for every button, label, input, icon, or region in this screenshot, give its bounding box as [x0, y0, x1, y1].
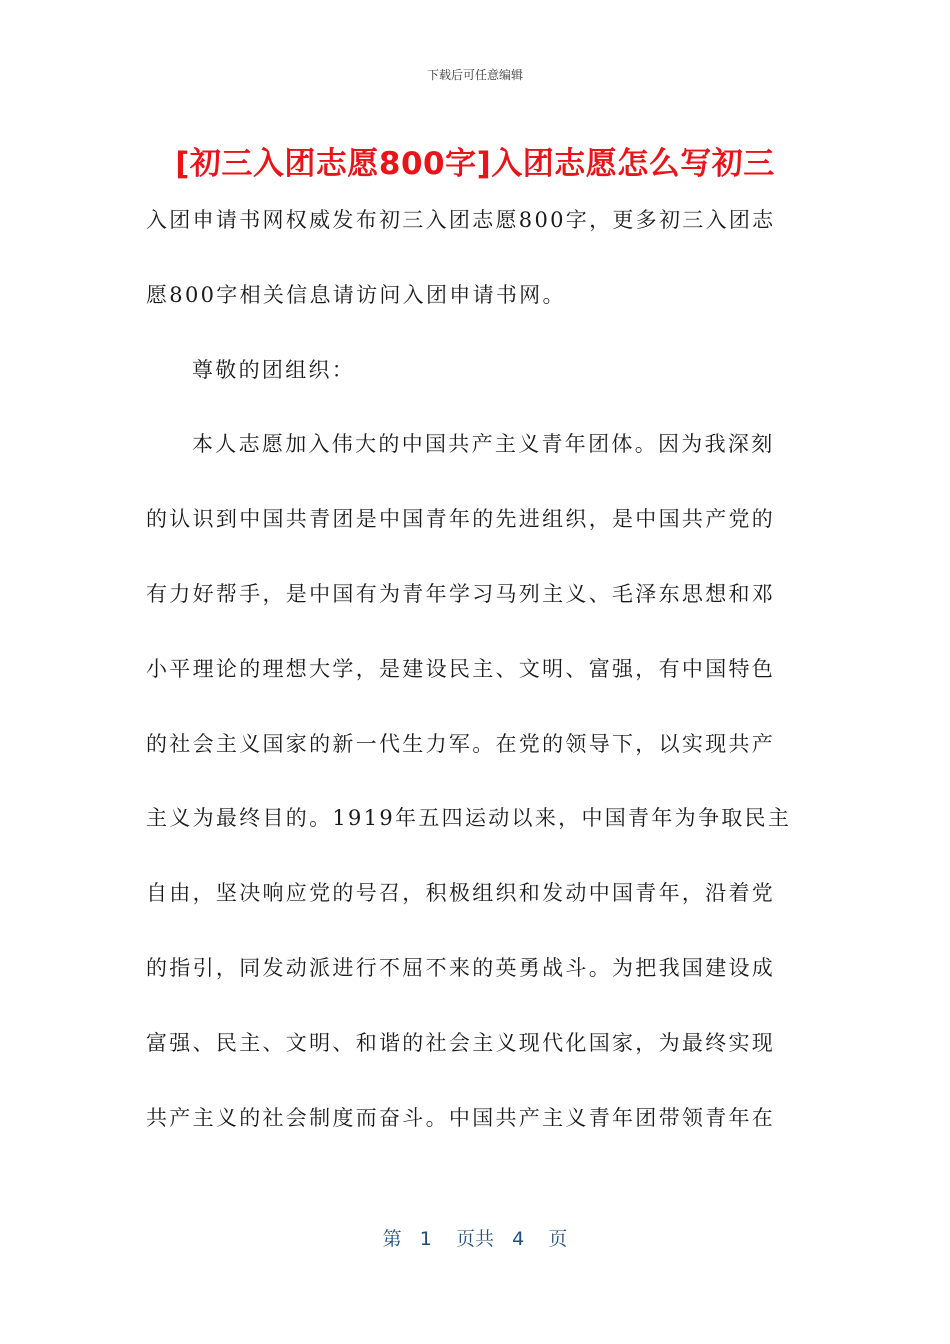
- body-line: 愿800字相关信息请访问入团申请书网。: [146, 282, 566, 307]
- salutation-line: 尊敬的团组织：: [192, 357, 356, 382]
- current-page-number: 1: [419, 1228, 432, 1250]
- document-body: [146, 200, 796, 1172]
- body-line: 共产主义的社会制度而奋斗。中国共产主义青年团带领青年在: [146, 1105, 776, 1130]
- body-line: 主义为最终目的。1919年五四运动以来，中国青年为争取民主: [146, 806, 792, 831]
- body-line: 有力好帮手，是中国有为青年学习马列主义、毛泽东思想和邓: [146, 581, 776, 606]
- total-pages-number: 4: [512, 1228, 525, 1250]
- body-line: 富强、民主、文明、和谐的社会主义现代化国家，为最终实现: [146, 1030, 776, 1055]
- document-title: [初三入团志愿800字]入团志愿怎么写初三: [175, 146, 775, 182]
- page-footer: [0, 1225, 950, 1253]
- header-note: 下载后可任意编辑: [426, 68, 523, 82]
- body-line: 自由，坚决响应党的号召，积极组织和发动中国青年，沿着党: [146, 881, 776, 906]
- footer-middle: 页共: [455, 1228, 494, 1250]
- body-line: 小平理论的理想大学，是建设民主、文明、富强，有中国特色: [146, 656, 776, 681]
- footer-suffix: 页: [548, 1228, 568, 1250]
- body-line: 入团申请书网权威发布初三入团志愿800字，更多初三入团志: [146, 208, 776, 232]
- body-line: 的认识到中国共青团是中国青年的先进组织，是中国共产党的: [146, 507, 776, 532]
- paragraph-start-line: 本人志愿加入伟大的中国共产主义青年团体。因为我深刻: [192, 432, 775, 457]
- body-line: 的社会主义国家的新一代生力军。在党的领导下，以实现共产: [146, 731, 776, 756]
- body-line: 的指引，同发动派进行不屈不来的英勇战斗。为把我国建设成: [146, 955, 776, 980]
- footer-prefix: 第: [382, 1228, 402, 1250]
